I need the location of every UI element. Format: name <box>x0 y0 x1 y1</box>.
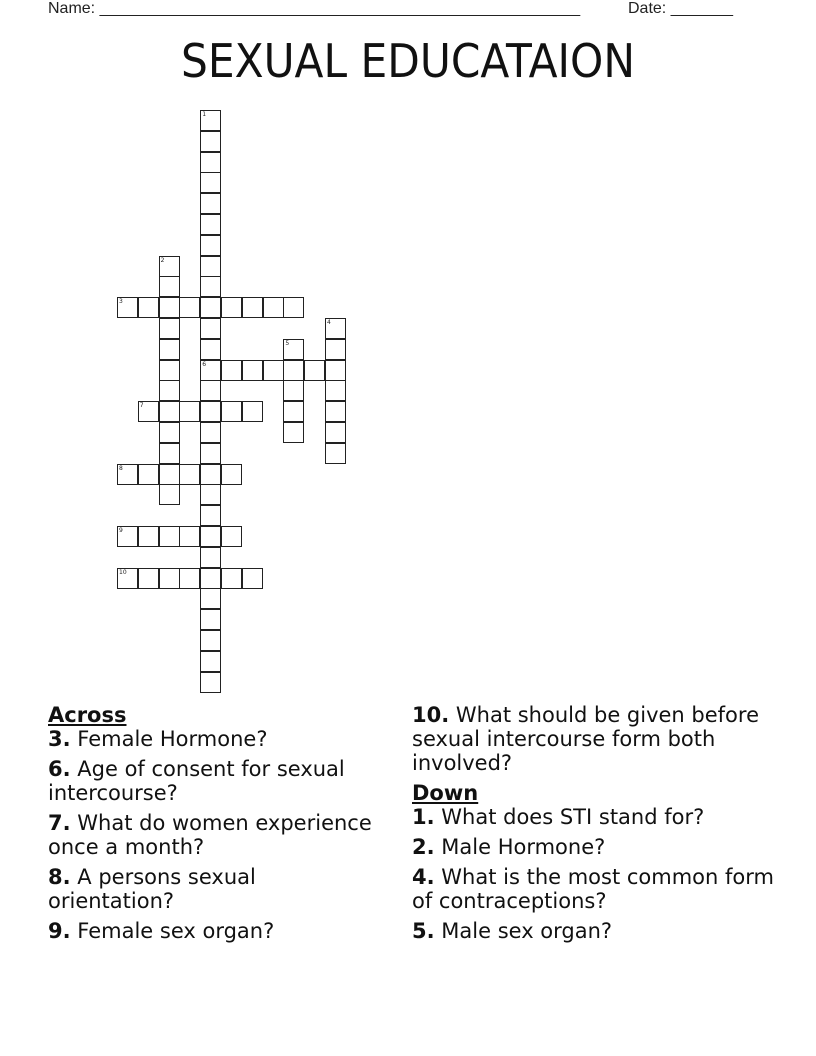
grid-cell-number: 6 <box>202 360 207 368</box>
grid-cell[interactable] <box>159 276 180 297</box>
clue-across-6 <box>48 757 388 805</box>
grid-cell[interactable] <box>138 401 159 422</box>
clue-number: 4. <box>412 865 435 889</box>
grid-cell[interactable] <box>159 422 180 443</box>
grid-cell[interactable] <box>200 380 221 401</box>
clue-text: What does STI stand for? <box>441 805 705 829</box>
grid-cell[interactable] <box>221 401 242 422</box>
clue-across-8 <box>48 865 388 913</box>
grid-cell[interactable] <box>179 526 200 547</box>
clue-across-10 <box>412 703 782 775</box>
clue-across-3 <box>48 727 388 751</box>
grid-cell[interactable] <box>200 547 221 568</box>
clue-number: 6. <box>48 757 71 781</box>
page-title: SEXUAL EDUCATAION <box>180 34 636 88</box>
grid-cell[interactable] <box>117 464 138 485</box>
grid-cell[interactable] <box>159 401 180 422</box>
grid-cell-number: 10 <box>119 568 127 576</box>
clue-down-2 <box>412 835 782 859</box>
grid-cell[interactable] <box>325 401 346 422</box>
grid-cell[interactable] <box>200 672 221 693</box>
grid-cell[interactable] <box>138 464 159 485</box>
clues-column-left <box>48 703 388 949</box>
grid-cell[interactable] <box>159 464 180 485</box>
grid-cell[interactable] <box>200 152 221 173</box>
grid-cell[interactable] <box>138 568 159 589</box>
clue-number: 10. <box>412 703 450 727</box>
grid-cell[interactable] <box>138 526 159 547</box>
clue-number: 5. <box>412 919 435 943</box>
grid-cell[interactable] <box>325 443 346 464</box>
clue-text: Female sex organ? <box>77 919 275 943</box>
clue-text: Male sex organ? <box>441 919 613 943</box>
grid-cell[interactable] <box>200 193 221 214</box>
across-heading: Across <box>48 703 127 727</box>
grid-cell[interactable] <box>221 526 242 547</box>
grid-cell[interactable] <box>179 464 200 485</box>
grid-cell[interactable] <box>159 443 180 464</box>
clue-text: Male Hormone? <box>441 835 606 859</box>
grid-cell[interactable] <box>242 401 263 422</box>
grid-cell-number: 7 <box>139 402 144 410</box>
grid-cell[interactable] <box>283 380 304 401</box>
clue-text: A persons sexual orientation? <box>48 865 256 913</box>
grid-cell[interactable] <box>221 360 242 381</box>
clue-number: 8. <box>48 865 71 889</box>
clue-across-7 <box>48 811 388 859</box>
clue-text: What should be given before sexual intercourse form both involved? <box>412 703 759 775</box>
grid-cell[interactable] <box>179 568 200 589</box>
clue-down-5 <box>412 919 782 943</box>
grid-cell[interactable] <box>200 318 221 339</box>
grid-cell-number: 2 <box>160 256 165 264</box>
grid-cell[interactable] <box>200 214 221 235</box>
clue-number: 7. <box>48 811 71 835</box>
grid-cell[interactable] <box>200 422 221 443</box>
grid-cell-number: 1 <box>202 111 207 118</box>
grid-cell[interactable] <box>283 422 304 443</box>
grid-cell[interactable] <box>200 297 221 318</box>
grid-cell[interactable] <box>159 256 180 277</box>
grid-cell-number: 8 <box>119 464 123 472</box>
grid-cell[interactable] <box>200 256 221 277</box>
clue-across-9 <box>48 919 388 943</box>
grid-cell[interactable] <box>263 297 284 318</box>
grid-cell[interactable] <box>200 609 221 630</box>
grid-cell-number: 4 <box>327 319 331 326</box>
clue-text: What do women experience once a month? <box>48 811 372 859</box>
grid-cell[interactable] <box>200 464 221 485</box>
grid-cell[interactable] <box>283 297 304 318</box>
grid-cell[interactable] <box>200 651 221 672</box>
grid-cell[interactable] <box>159 360 180 381</box>
clue-number: 3. <box>48 727 71 751</box>
clue-text: Age of consent for sexual intercourse? <box>48 757 345 805</box>
grid-cell-number: 5 <box>285 339 290 347</box>
grid-cell[interactable] <box>159 318 180 339</box>
grid-cell[interactable] <box>242 360 263 381</box>
grid-cell[interactable] <box>242 568 263 589</box>
grid-cell[interactable] <box>263 360 284 381</box>
grid-cell[interactable] <box>117 568 138 589</box>
grid-cell[interactable] <box>221 568 242 589</box>
grid-cell[interactable] <box>283 339 304 360</box>
grid-cell[interactable] <box>117 526 138 547</box>
name-field-label[interactable]: Name: ______________________________________________________ <box>48 0 581 17</box>
grid-cell[interactable] <box>325 339 346 360</box>
grid-cell-number: 3 <box>119 298 123 306</box>
clue-number: 9. <box>48 919 71 943</box>
grid-cell[interactable] <box>159 297 180 318</box>
grid-cell[interactable] <box>159 339 180 360</box>
grid-cell[interactable] <box>159 484 180 505</box>
grid-cell[interactable] <box>200 131 221 152</box>
clue-down-4 <box>412 865 782 913</box>
grid-cell[interactable] <box>325 318 346 339</box>
grid-cell-number: 9 <box>119 527 123 534</box>
clue-number: 2. <box>412 835 435 859</box>
grid-cell[interactable] <box>221 297 242 318</box>
grid-cell[interactable] <box>200 339 221 360</box>
grid-cell[interactable] <box>200 526 221 547</box>
grid-cell[interactable] <box>200 630 221 651</box>
grid-cell[interactable] <box>325 380 346 401</box>
grid-cell[interactable] <box>200 110 221 131</box>
clue-text: What is the most common form of contraceptions? <box>412 865 774 913</box>
grid-cell[interactable] <box>242 297 263 318</box>
date-field-label[interactable]: Date: _______ <box>628 0 733 17</box>
clue-down-1 <box>412 805 782 829</box>
grid-cell[interactable] <box>200 172 221 193</box>
grid-cell[interactable] <box>221 464 242 485</box>
grid-cell[interactable] <box>325 360 346 381</box>
clue-number: 1. <box>412 805 435 829</box>
grid-cell[interactable] <box>200 568 221 589</box>
down-heading: Down <box>412 781 479 805</box>
grid-cell[interactable] <box>200 360 221 381</box>
grid-cell[interactable] <box>179 297 200 318</box>
grid-cell[interactable] <box>200 401 221 422</box>
grid-cell[interactable] <box>200 588 221 609</box>
grid-cell[interactable] <box>200 276 221 297</box>
grid-cell[interactable] <box>179 401 200 422</box>
grid-cell[interactable] <box>283 360 304 381</box>
grid-cell[interactable] <box>200 235 221 256</box>
grid-cell[interactable] <box>200 484 221 505</box>
grid-cell[interactable] <box>200 443 221 464</box>
grid-cell[interactable] <box>159 526 180 547</box>
grid-cell[interactable] <box>138 297 159 318</box>
grid-cell[interactable] <box>325 422 346 443</box>
grid-cell[interactable] <box>283 401 304 422</box>
grid-cell[interactable] <box>200 505 221 526</box>
grid-cell[interactable] <box>117 297 138 318</box>
clues-column-right <box>412 703 782 949</box>
grid-cell[interactable] <box>304 360 325 381</box>
grid-cell[interactable] <box>159 380 180 401</box>
grid-cell[interactable] <box>159 568 180 589</box>
clue-text: Female Hormone? <box>77 727 268 751</box>
